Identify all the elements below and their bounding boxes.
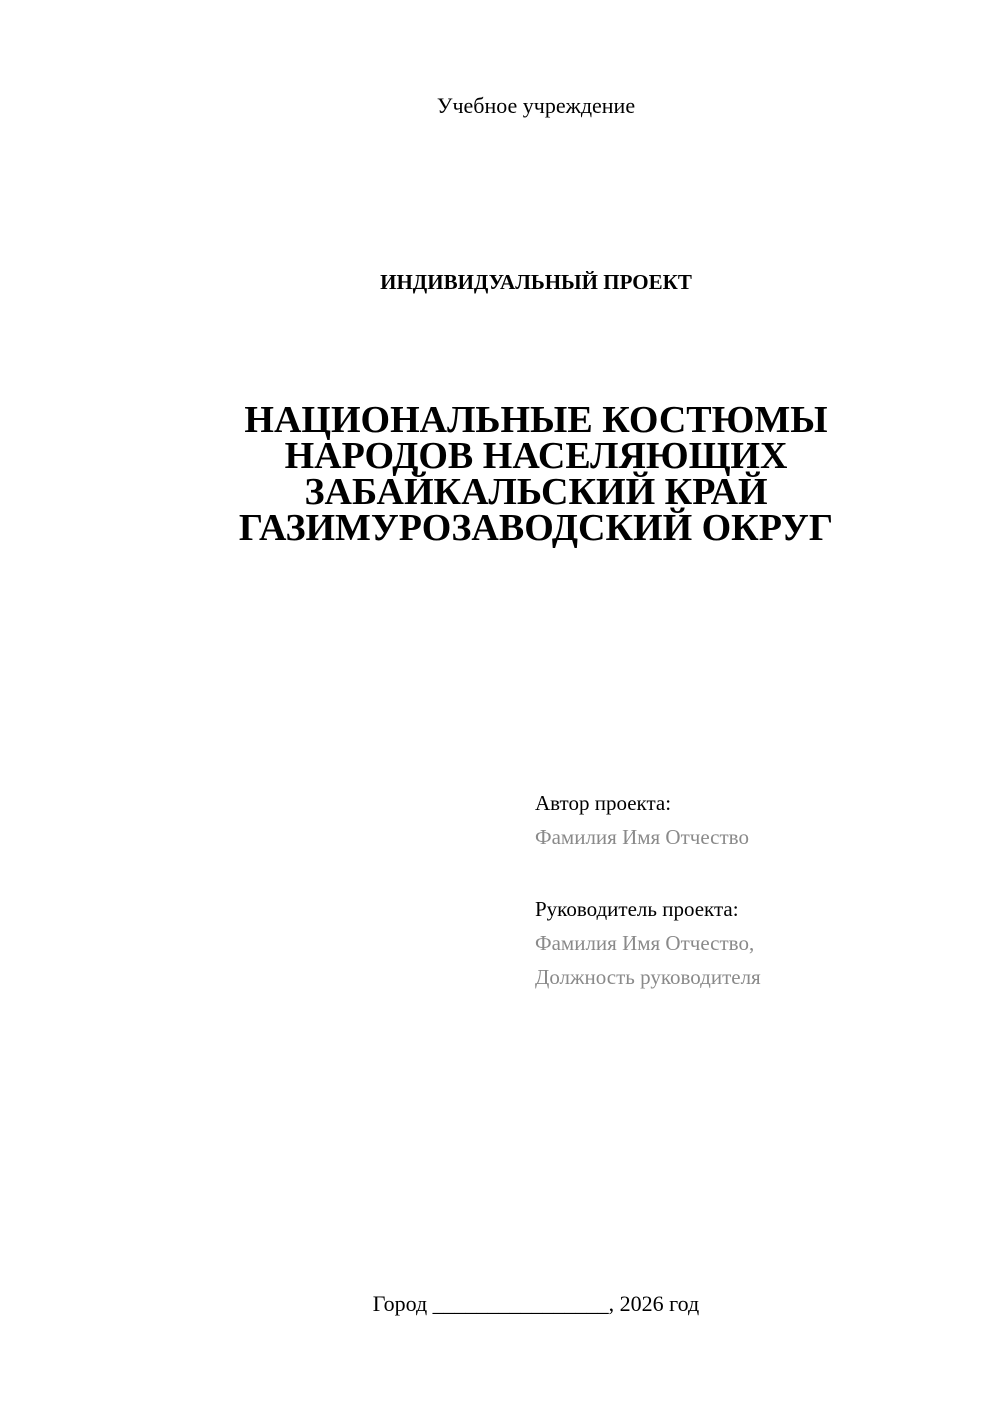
project-title-line: ЗАБАЙКАЛЬСКИЙ КРАЙ (304, 471, 768, 513)
supervisor-position: Должность руководителя (535, 965, 761, 989)
supervisor-block (535, 892, 975, 994)
supervisor-name: Фамилия Имя Отчество, (535, 931, 755, 955)
author-label: Автор проекта: (535, 791, 672, 815)
project-title-line: ГАЗИМУРОЗАВОДСКИЙ ОКРУГ (238, 507, 834, 549)
project-title-line: НАРОДОВ НАСЕЛЯЮЩИХ (284, 435, 788, 477)
project-title (0, 399, 1000, 549)
institution-name: Учебное учреждение (436, 93, 636, 118)
city-year-footer: Город ________________, 2026 год (372, 1291, 700, 1316)
supervisor-label: Руководитель проекта: (535, 897, 739, 921)
author-name: Фамилия Имя Отчество (535, 825, 749, 849)
project-title-line: НАЦИОНАЛЬНЫЕ КОСТЮМЫ (244, 399, 828, 441)
project-type-heading: ИНДИВИДУАЛЬНЫЙ ПРОЕКТ (380, 270, 692, 294)
author-block (535, 786, 975, 854)
